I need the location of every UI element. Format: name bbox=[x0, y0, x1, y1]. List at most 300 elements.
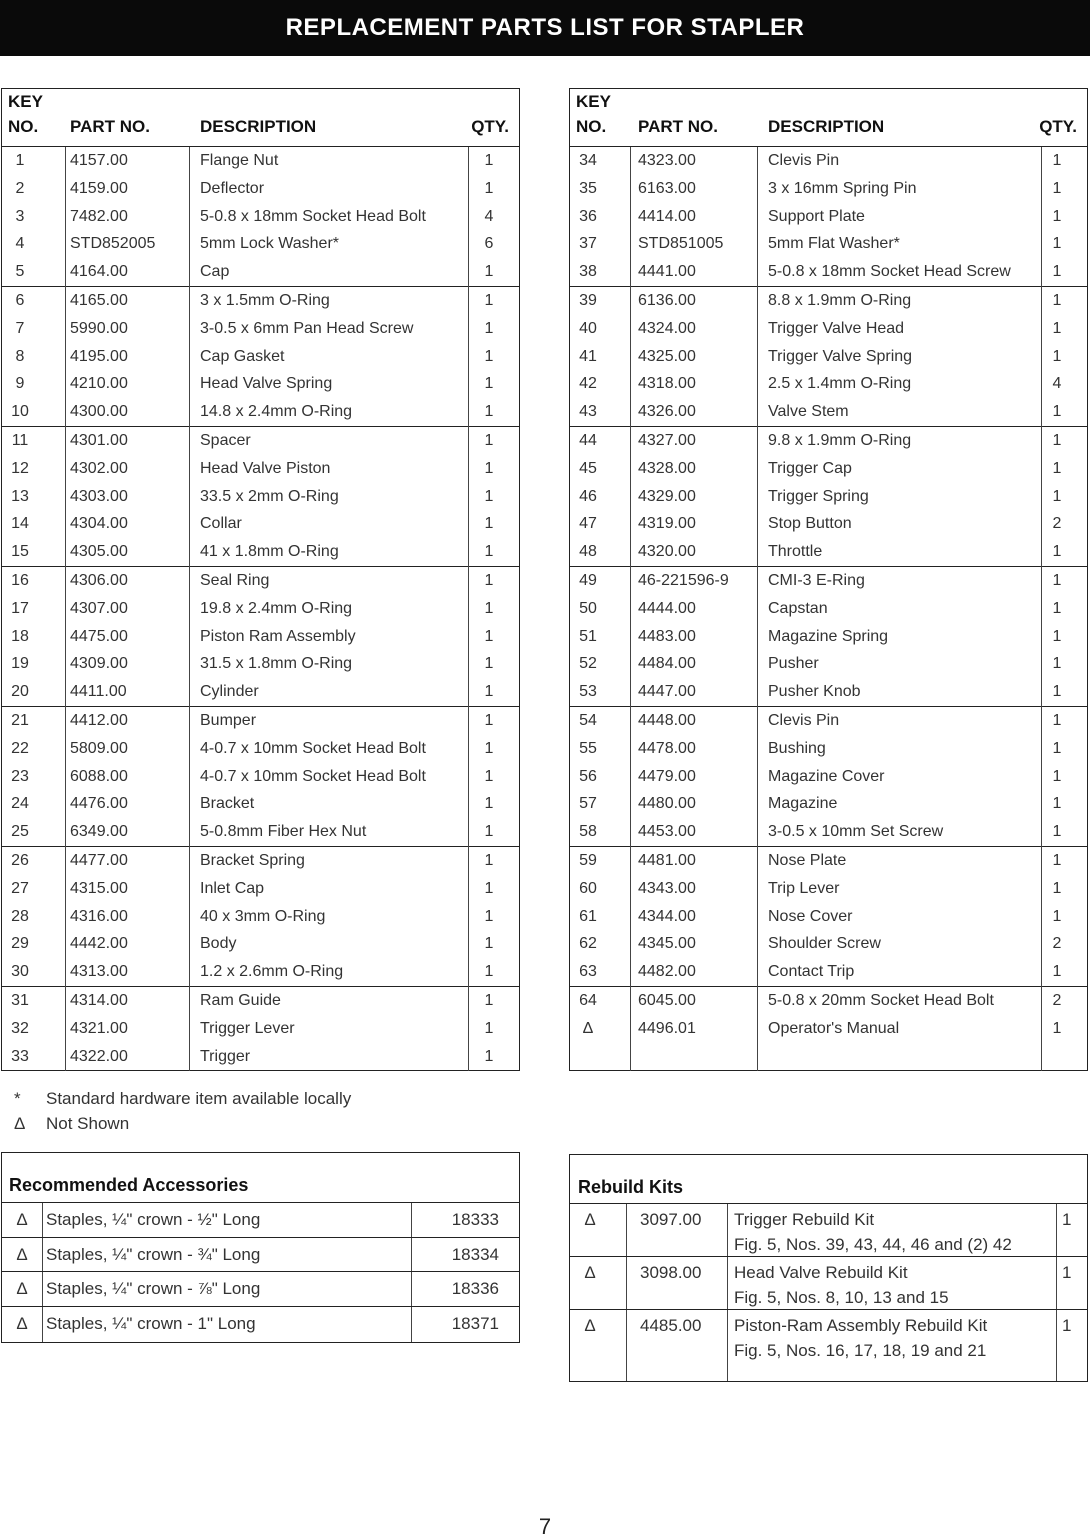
table-row bbox=[570, 818, 1087, 846]
key-number: 47 bbox=[579, 515, 597, 533]
part-description: Trigger Valve Spring bbox=[768, 347, 913, 365]
quantity: 1 bbox=[484, 459, 494, 477]
part-description: Magazine Spring bbox=[768, 627, 889, 645]
part-description: Trigger Valve Head bbox=[768, 319, 905, 337]
part-description: Flange Nut bbox=[200, 152, 279, 169]
quantity: 1 bbox=[1052, 152, 1062, 169]
part-description: Inlet Cap bbox=[200, 879, 265, 897]
key-number: 7 bbox=[15, 319, 25, 337]
part-description: 2.5 x 1.4mm O-Ring bbox=[768, 375, 912, 393]
key-number: 15 bbox=[11, 543, 29, 561]
header-part-no: PART NO. bbox=[70, 117, 150, 136]
part-description: Head Valve Piston bbox=[200, 459, 331, 477]
page-number: 7 bbox=[538, 1514, 552, 1538]
table-row bbox=[2, 650, 519, 678]
accessory-description: Staples, ¼" crown - ½" Long bbox=[46, 1210, 261, 1229]
key-number: 60 bbox=[579, 879, 597, 897]
rebuild-kits-title: Rebuild Kits bbox=[570, 1155, 1087, 1204]
quantity: 1 bbox=[1052, 907, 1062, 925]
row-group bbox=[2, 427, 519, 567]
table-row bbox=[570, 678, 1087, 706]
part-number: 4444.00 bbox=[638, 599, 696, 617]
key-number: 33 bbox=[11, 1047, 29, 1065]
kit-qty: 1 bbox=[1062, 1316, 1072, 1335]
quantity: 1 bbox=[1052, 1019, 1062, 1037]
key-number: 11 bbox=[11, 431, 29, 449]
part-number: 4481.00 bbox=[638, 851, 696, 869]
part-number: 4165.00 bbox=[70, 291, 128, 309]
row-group bbox=[570, 427, 1087, 567]
table-row bbox=[570, 315, 1087, 343]
row-group bbox=[2, 987, 519, 1070]
quantity: 1 bbox=[1052, 207, 1062, 225]
key-number: 24 bbox=[11, 795, 29, 813]
part-description: Cap bbox=[200, 263, 230, 281]
accessory-description: Staples, ¼" crown - ¾" Long bbox=[46, 1244, 261, 1264]
part-description: 5-0.8 x 18mm Socket Head Bolt bbox=[200, 207, 426, 225]
part-description: Operator's Manual bbox=[768, 1019, 900, 1037]
key-number: 62 bbox=[579, 935, 597, 953]
key-number: 27 bbox=[11, 879, 29, 897]
key-number: 13 bbox=[11, 487, 29, 505]
table-header bbox=[570, 89, 1087, 147]
table-row bbox=[570, 567, 1087, 595]
part-description: 8.8 x 1.9mm O-Ring bbox=[768, 291, 912, 309]
table-row bbox=[570, 370, 1087, 398]
part-number: 4441.00 bbox=[638, 263, 696, 281]
key-number: 22 bbox=[11, 739, 29, 757]
part-description: Bracket Spring bbox=[200, 851, 305, 869]
header-no: NO. bbox=[576, 117, 607, 136]
table-row bbox=[2, 987, 519, 1015]
part-number: 7482.00 bbox=[70, 207, 128, 225]
quantity: 1 bbox=[1052, 879, 1062, 897]
table-header bbox=[2, 89, 519, 147]
key-number: 61 bbox=[579, 907, 597, 925]
key-number: 32 bbox=[11, 1019, 29, 1037]
part-description: 4-0.7 x 10mm Socket Head Bolt bbox=[200, 767, 426, 785]
table-row bbox=[2, 315, 519, 343]
part-number: 4328.00 bbox=[638, 459, 696, 477]
quantity: 1 bbox=[484, 655, 494, 673]
quantity: 1 bbox=[1052, 739, 1062, 757]
table-row bbox=[570, 343, 1087, 371]
key-number: 34 bbox=[579, 152, 597, 169]
header-qty: QTY. bbox=[1039, 117, 1077, 136]
key-number: 30 bbox=[11, 963, 29, 981]
table-row bbox=[2, 427, 519, 455]
quantity: 1 bbox=[484, 1019, 494, 1037]
key-number: 10 bbox=[11, 403, 29, 421]
accessory-description: Staples, ¼" crown - 1" Long bbox=[46, 1313, 256, 1333]
quantity: 1 bbox=[484, 291, 494, 309]
part-number: 4479.00 bbox=[638, 767, 696, 785]
key-number: 42 bbox=[579, 375, 597, 393]
table-row bbox=[570, 175, 1087, 203]
part-description: Magazine bbox=[768, 795, 838, 813]
table-row bbox=[570, 930, 1087, 958]
kit-part-number: 3097.00 bbox=[640, 1210, 702, 1229]
quantity: 1 bbox=[1052, 263, 1062, 281]
part-number: 4326.00 bbox=[638, 403, 696, 421]
part-number: 6136.00 bbox=[638, 291, 696, 309]
quantity: 1 bbox=[484, 935, 494, 953]
quantity: 2 bbox=[1052, 991, 1062, 1009]
part-number: 4414.00 bbox=[638, 207, 696, 225]
key-number: 45 bbox=[579, 459, 597, 477]
quantity: 1 bbox=[1052, 655, 1062, 673]
quantity: 1 bbox=[484, 907, 494, 925]
key-number: 55 bbox=[579, 739, 597, 757]
part-description: 5mm Lock Washer* bbox=[200, 235, 339, 253]
part-number: 4453.00 bbox=[638, 823, 696, 841]
key-number: 5 bbox=[15, 263, 25, 281]
part-number: 4159.00 bbox=[70, 179, 128, 197]
key-number: 4 bbox=[15, 235, 25, 253]
part-description: Bracket bbox=[200, 795, 255, 813]
key-number: 16 bbox=[11, 571, 29, 589]
part-description: 3 x 16mm Spring Pin bbox=[768, 179, 917, 197]
accessory-number: 18334 bbox=[451, 1244, 499, 1264]
part-description: 3 x 1.5mm O-Ring bbox=[200, 291, 330, 309]
part-number: STD851005 bbox=[638, 235, 724, 253]
accessory-number: 18336 bbox=[451, 1279, 499, 1298]
part-number: 4302.00 bbox=[70, 459, 128, 477]
part-description: Piston Ram Assembly bbox=[200, 627, 356, 645]
part-number: 4321.00 bbox=[70, 1019, 128, 1037]
quantity: 1 bbox=[484, 319, 494, 337]
part-description: 9.8 x 1.9mm O-Ring bbox=[768, 431, 912, 449]
part-description: 41 x 1.8mm O-Ring bbox=[200, 543, 339, 561]
quantity: 1 bbox=[484, 627, 494, 645]
key-number: 40 bbox=[579, 319, 597, 337]
kit-part-number: 4485.00 bbox=[640, 1316, 702, 1335]
key-number: 26 bbox=[11, 851, 29, 869]
table-row bbox=[570, 707, 1087, 735]
quantity: 1 bbox=[484, 347, 494, 365]
part-number: 4344.00 bbox=[638, 907, 696, 925]
part-number: 4476.00 bbox=[70, 795, 128, 813]
quantity: 2 bbox=[1052, 515, 1062, 533]
quantity: 4 bbox=[1052, 375, 1062, 393]
part-number: 5990.00 bbox=[70, 319, 128, 337]
quantity: 1 bbox=[484, 711, 494, 729]
table-row bbox=[570, 538, 1087, 566]
table-row bbox=[2, 1043, 519, 1071]
part-description: Support Plate bbox=[768, 207, 865, 225]
part-number: 4477.00 bbox=[70, 851, 128, 869]
quantity: 1 bbox=[1052, 347, 1062, 365]
row-group bbox=[570, 567, 1087, 707]
key-number: 9 bbox=[15, 375, 25, 393]
quantity: 4 bbox=[484, 207, 494, 225]
part-description: Clevis Pin bbox=[768, 711, 840, 729]
part-description: Trigger Spring bbox=[768, 487, 869, 505]
quantity: 1 bbox=[1052, 403, 1062, 421]
key-number: 6 bbox=[15, 291, 25, 309]
part-description: Bumper bbox=[200, 711, 257, 729]
part-number: STD852005 bbox=[70, 235, 156, 253]
part-number: 46-221596-9 bbox=[638, 571, 729, 589]
quantity: 1 bbox=[484, 851, 494, 869]
key-number: 63 bbox=[579, 963, 597, 981]
part-number: 4484.00 bbox=[638, 655, 696, 673]
table-row bbox=[2, 847, 519, 875]
part-description: 31.5 x 1.8mm O-Ring bbox=[200, 655, 353, 673]
part-number: 6088.00 bbox=[70, 767, 128, 785]
part-description: Cylinder bbox=[200, 683, 259, 701]
part-description: Stop Button bbox=[768, 515, 852, 533]
part-description: Nose Cover bbox=[768, 907, 853, 925]
row-group bbox=[570, 147, 1087, 287]
key-number: 46 bbox=[579, 487, 597, 505]
quantity: 1 bbox=[484, 879, 494, 897]
part-number: 4309.00 bbox=[70, 655, 128, 673]
key-number: 64 bbox=[579, 991, 597, 1009]
table-row bbox=[2, 930, 519, 958]
table-row bbox=[2, 623, 519, 651]
quantity: 1 bbox=[484, 375, 494, 393]
part-number: 4447.00 bbox=[638, 683, 696, 701]
part-number: 4325.00 bbox=[638, 347, 696, 365]
part-number: 4210.00 bbox=[70, 375, 128, 393]
accessory-number: 18371 bbox=[451, 1313, 499, 1333]
quantity: 1 bbox=[1052, 711, 1062, 729]
part-description: 5mm Flat Washer* bbox=[768, 235, 900, 253]
quantity: 1 bbox=[1052, 963, 1062, 981]
table-row bbox=[2, 958, 519, 986]
quantity: 1 bbox=[1052, 319, 1062, 337]
table-row bbox=[2, 1015, 519, 1043]
table-row bbox=[2, 483, 519, 511]
quantity: 1 bbox=[484, 543, 494, 561]
key-number: Δ bbox=[582, 1019, 594, 1037]
part-number: 4475.00 bbox=[70, 627, 128, 645]
part-description: CMI-3 E-Ring bbox=[768, 571, 865, 589]
accessory-number: 18333 bbox=[451, 1210, 499, 1229]
part-number: 4306.00 bbox=[70, 571, 128, 589]
table-row bbox=[570, 398, 1087, 426]
part-description: Magazine Cover bbox=[768, 767, 885, 785]
part-description: 33.5 x 2mm O-Ring bbox=[200, 487, 339, 505]
part-description: Trigger bbox=[200, 1047, 251, 1065]
part-description: Capstan bbox=[768, 599, 828, 617]
part-description: Trigger Cap bbox=[768, 459, 852, 477]
part-number: 6163.00 bbox=[638, 179, 696, 197]
part-description: 4-0.7 x 10mm Socket Head Bolt bbox=[200, 739, 426, 757]
part-number: 4343.00 bbox=[638, 879, 696, 897]
table-row bbox=[2, 595, 519, 623]
part-number: 4164.00 bbox=[70, 263, 128, 281]
part-number: 4301.00 bbox=[70, 431, 128, 449]
key-number: 38 bbox=[579, 263, 597, 281]
quantity: 1 bbox=[1052, 459, 1062, 477]
part-description: Bushing bbox=[768, 739, 826, 757]
quantity: 6 bbox=[484, 235, 494, 253]
part-description: Spacer bbox=[200, 431, 251, 449]
quantity: 1 bbox=[484, 683, 494, 701]
part-number: 4345.00 bbox=[638, 935, 696, 953]
kit-name: Trigger Rebuild Kit bbox=[734, 1210, 875, 1229]
part-number: 4483.00 bbox=[638, 627, 696, 645]
footnote bbox=[14, 1086, 351, 1111]
table-row bbox=[570, 1015, 1087, 1043]
part-number: 4195.00 bbox=[70, 347, 128, 365]
row-group bbox=[2, 567, 519, 707]
part-description: Trigger Lever bbox=[200, 1019, 295, 1037]
part-number: 4320.00 bbox=[638, 543, 696, 561]
row-group bbox=[570, 707, 1087, 847]
not-shown-symbol: Δ bbox=[16, 1313, 28, 1333]
part-number: 4324.00 bbox=[638, 319, 696, 337]
page-title: REPLACEMENT PARTS LIST FOR STAPLER bbox=[0, 0, 1090, 56]
part-description: Nose Plate bbox=[768, 851, 847, 869]
table-row bbox=[2, 903, 519, 931]
part-number: 4327.00 bbox=[638, 431, 696, 449]
part-number: 5809.00 bbox=[70, 739, 128, 757]
key-number: 37 bbox=[579, 235, 597, 253]
quantity: 1 bbox=[1052, 599, 1062, 617]
not-shown-symbol: Δ bbox=[584, 1210, 596, 1229]
header-no: NO. bbox=[8, 117, 39, 136]
not-shown-symbol: Δ bbox=[584, 1316, 596, 1335]
row-group bbox=[570, 287, 1087, 427]
part-description: Body bbox=[200, 935, 237, 953]
part-description: 1.2 x 2.6mm O-Ring bbox=[200, 963, 344, 981]
quantity: 1 bbox=[1052, 683, 1062, 701]
table-row bbox=[2, 735, 519, 763]
key-number: 39 bbox=[579, 291, 597, 309]
quantity: 1 bbox=[484, 152, 494, 169]
table-row bbox=[570, 258, 1087, 286]
table-row bbox=[570, 455, 1087, 483]
table-row bbox=[570, 987, 1087, 1015]
key-number: 57 bbox=[579, 795, 597, 813]
table-row bbox=[570, 510, 1087, 538]
key-number: 31 bbox=[11, 991, 29, 1009]
quantity: 1 bbox=[484, 571, 494, 589]
row-group bbox=[2, 147, 519, 287]
part-number: 4314.00 bbox=[70, 991, 128, 1009]
not-shown-symbol: Δ bbox=[584, 1263, 596, 1282]
rebuild-kit-row bbox=[570, 1204, 1087, 1257]
part-number: 4412.00 bbox=[70, 711, 128, 729]
table-row bbox=[570, 147, 1087, 175]
part-description: 40 x 3mm O-Ring bbox=[200, 907, 326, 925]
not-shown-symbol: Δ bbox=[16, 1244, 28, 1264]
part-number: 4313.00 bbox=[70, 963, 128, 981]
table-row bbox=[2, 538, 519, 566]
table-row bbox=[2, 567, 519, 595]
key-number: 14 bbox=[11, 515, 29, 533]
table-row bbox=[570, 763, 1087, 791]
table-row bbox=[2, 875, 519, 903]
header-description: DESCRIPTION bbox=[200, 117, 317, 136]
key-number: 17 bbox=[11, 599, 29, 617]
row-group bbox=[570, 847, 1087, 987]
quantity: 1 bbox=[1052, 851, 1062, 869]
quantity: 1 bbox=[484, 963, 494, 981]
key-number: 35 bbox=[579, 179, 597, 197]
footnote bbox=[14, 1111, 351, 1136]
key-number: 48 bbox=[579, 543, 597, 561]
table-row bbox=[2, 678, 519, 706]
part-description: Clevis Pin bbox=[768, 152, 840, 169]
key-number: 18 bbox=[11, 627, 29, 645]
table-row bbox=[570, 427, 1087, 455]
table-row bbox=[2, 230, 519, 258]
key-number: 56 bbox=[579, 767, 597, 785]
key-number: 52 bbox=[579, 655, 597, 673]
table-row bbox=[2, 287, 519, 315]
key-number: 44 bbox=[579, 431, 597, 449]
quantity: 1 bbox=[1052, 487, 1062, 505]
table-row bbox=[2, 370, 519, 398]
footnote-symbol: Δ bbox=[14, 1114, 26, 1133]
footnotes bbox=[14, 1086, 351, 1136]
part-number: 4323.00 bbox=[638, 152, 696, 169]
footnote-symbol: * bbox=[14, 1089, 21, 1108]
key-number: 54 bbox=[579, 711, 597, 729]
key-number: 50 bbox=[579, 599, 597, 617]
parts-table-left bbox=[1, 88, 520, 1071]
part-description: Ram Guide bbox=[200, 991, 281, 1009]
parts-table-right bbox=[569, 88, 1088, 1071]
table-row bbox=[2, 203, 519, 231]
quantity: 1 bbox=[484, 487, 494, 505]
part-description: Throttle bbox=[768, 543, 823, 561]
header-qty: QTY. bbox=[471, 117, 509, 136]
kit-qty: 1 bbox=[1062, 1210, 1072, 1229]
key-number: 41 bbox=[579, 347, 597, 365]
part-number: 4480.00 bbox=[638, 795, 696, 813]
footnote-text: Not Shown bbox=[46, 1114, 130, 1133]
header-key: KEY bbox=[8, 92, 43, 111]
quantity: 1 bbox=[1052, 179, 1062, 197]
part-description: 5-0.8mm Fiber Hex Nut bbox=[200, 823, 367, 841]
row-group bbox=[570, 987, 1087, 1043]
quantity: 1 bbox=[484, 795, 494, 813]
key-number: 23 bbox=[11, 767, 29, 785]
key-number: 43 bbox=[579, 403, 597, 421]
quantity: 1 bbox=[1052, 767, 1062, 785]
part-number: 4448.00 bbox=[638, 711, 696, 729]
quantity: 1 bbox=[484, 403, 494, 421]
quantity: 1 bbox=[1052, 235, 1062, 253]
table-row bbox=[2, 510, 519, 538]
quantity: 1 bbox=[484, 823, 494, 841]
part-description: 19.8 x 2.4mm O-Ring bbox=[200, 599, 353, 617]
part-number: 4157.00 bbox=[70, 152, 128, 169]
key-number: 8 bbox=[15, 347, 25, 365]
table-row bbox=[570, 287, 1087, 315]
quantity: 1 bbox=[484, 263, 494, 281]
part-number: 4322.00 bbox=[70, 1047, 128, 1065]
table-row bbox=[570, 623, 1087, 651]
quantity: 1 bbox=[1052, 291, 1062, 309]
accessories-title: Recommended Accessories bbox=[2, 1153, 519, 1203]
table-row bbox=[570, 903, 1087, 931]
part-description: Trip Lever bbox=[768, 879, 840, 897]
part-number: 4307.00 bbox=[70, 599, 128, 617]
key-number: 59 bbox=[579, 851, 597, 869]
key-number: 20 bbox=[11, 683, 29, 701]
part-description: Collar bbox=[200, 515, 242, 533]
kit-figure-reference: Fig. 5, Nos. 16, 17, 18, 19 and 21 bbox=[734, 1341, 987, 1360]
table-row bbox=[570, 958, 1087, 986]
part-number: 4478.00 bbox=[638, 739, 696, 757]
kit-figure-reference: Fig. 5, Nos. 8, 10, 13 and 15 bbox=[734, 1288, 949, 1307]
